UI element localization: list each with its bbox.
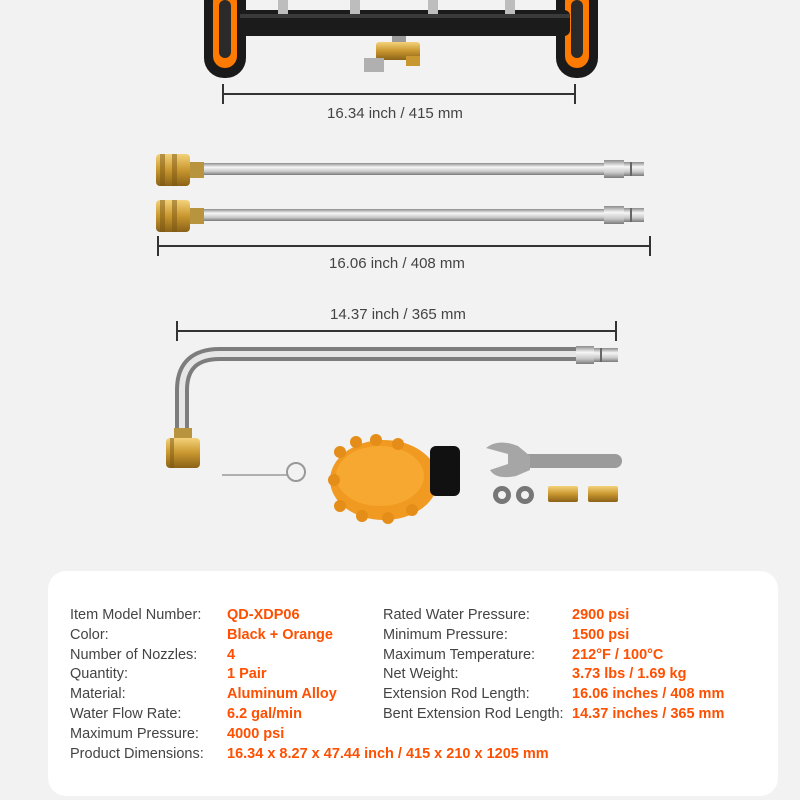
spec-value: 14.37 inches / 365 mm	[572, 706, 725, 722]
spec-value: 1 Pair	[227, 666, 267, 683]
spec-label: Bent Extension Rod Length:	[383, 706, 564, 722]
spec-value: 2900 psi	[572, 607, 630, 623]
bent-rod-length-label: 14.37 inch / 365 mm	[330, 306, 466, 323]
dimension-tick-right	[574, 84, 576, 104]
spec-value: 4000 psi	[227, 725, 285, 742]
extension-rods-image	[0, 150, 800, 250]
spec-label: Material:	[70, 686, 126, 703]
spec-value: Aluminum Alloy	[227, 686, 337, 703]
dimension-line-cleaner-width	[222, 93, 576, 95]
rod-length-label: 16.06 inch / 408 mm	[329, 255, 465, 272]
bent-rod-and-accessories-image	[0, 330, 800, 530]
spec-label: Number of Nozzles:	[70, 646, 198, 663]
spec-label: Rated Water Pressure:	[383, 607, 530, 623]
undercarriage-cleaner-image	[0, 0, 800, 90]
spec-value: 212°F / 100°C	[572, 646, 664, 663]
spec-label: Maximum Pressure:	[70, 725, 199, 742]
spec-value: 16.34 x 8.27 x 47.44 inch / 415 x 210 x 1205 mm	[227, 745, 549, 762]
spec-label: Quantity:	[70, 666, 129, 683]
spec-value: 4	[227, 646, 236, 663]
spec-label: Item Model Number:	[70, 607, 202, 623]
spec-value: 16.06 inches / 408 mm	[572, 686, 725, 703]
spec-label: Color:	[70, 626, 109, 643]
cleaner-width-label: 16.34 inch / 415 mm	[327, 105, 463, 122]
spec-label: Water Flow Rate:	[70, 706, 182, 722]
spec-value: QD-XDP06	[227, 607, 300, 623]
dimension-line-rod-length	[157, 245, 651, 247]
spec-value: 3.73 lbs / 1.69 kg	[572, 666, 687, 683]
spec-label: Product Dimensions:	[70, 745, 204, 762]
dimension-tick-right	[649, 236, 651, 256]
spec-value: 6.2 gal/min	[227, 706, 302, 722]
spec-value: Black + Orange	[227, 626, 333, 643]
spec-label: Net Weight:	[383, 666, 459, 683]
spec-value: 1500 psi	[572, 626, 630, 643]
spec-label: Extension Rod Length:	[383, 686, 530, 703]
spec-label: Minimum Pressure:	[383, 626, 508, 643]
spec-label: Maximum Temperature:	[383, 646, 536, 663]
